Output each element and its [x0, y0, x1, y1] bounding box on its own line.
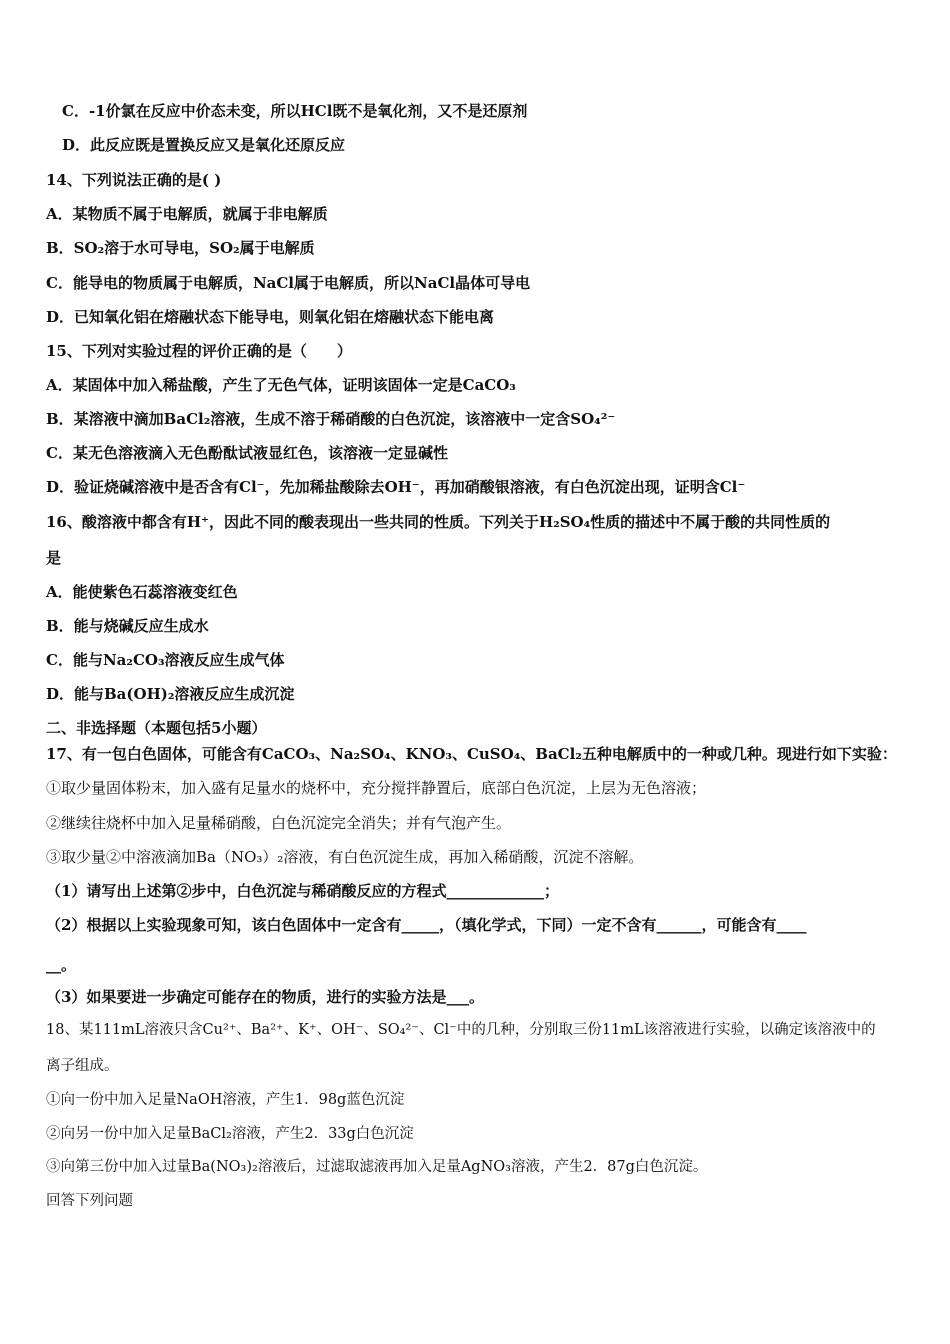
question-18-stem-cont: 离子组成。	[46, 1058, 119, 1074]
q17-subquestion-2-cont: __。	[46, 956, 77, 974]
option-b-q15: B．某溶液中滴加BaCl₂溶液，生成不溶于稀硝酸的白色沉淀，该溶液中一定含SO₄²⁻	[46, 410, 616, 428]
question-16-stem-cont: 是	[46, 549, 62, 567]
option-b-q14: B．SO₂溶于水可导电，SO₂属于电解质	[46, 239, 315, 257]
question-14-stem: 14、下列说法正确的是( )	[46, 171, 222, 189]
option-d-q14: D．已知氧化铝在熔融状态下能导电，则氧化铝在熔融状态下能电离	[46, 308, 495, 326]
section-heading-nonchoice: 二、非选择题（本题包括5小题）	[46, 719, 267, 737]
question-16-stem: 16、酸溶液中都含有H⁺，因此不同的酸表现出一些共同的性质。下列关于H₂SO₄性质的描述中不属于酸的共同性质的	[46, 513, 831, 531]
option-c-q13: C．-1价氯在反应中价态未变，所以HCl既不是氧化剂，又不是还原剂	[62, 102, 528, 120]
option-d-q15: D．验证烧碱溶液中是否含有Cl⁻，先加稀盐酸除去OH⁻，再加硝酸银溶液，有白色沉淀出现，证明含Cl⁻	[46, 478, 746, 496]
question-15-stem: 15、下列对实验过程的评价正确的是（ ）	[46, 342, 352, 360]
q18-step-2: ②向另一份中加入足量BaCl₂溶液，产生2．33g白色沉淀	[46, 1126, 414, 1142]
q17-step-1: ①取少量固体粉末，加入盛有足量水的烧杯中，充分搅拌静置后，底部白色沉淀，上层为无色溶液；	[46, 779, 707, 797]
option-c-q16: C．能与Na₂CO₃溶液反应生成气体	[46, 651, 285, 669]
option-b-q16: B．能与烧碱反应生成水	[46, 617, 209, 635]
question-17-stem: 17、有一包白色固体，可能含有CaCO₃、Na₂SO₄、KNO₃、CuSO₄、BaCl₂五种电解质中的一种或几种。现进行如下实验：	[46, 745, 897, 763]
q18-step-1: ①向一份中加入足量NaOH溶液，产生1．98g蓝色沉淀	[46, 1092, 405, 1108]
q17-subquestion-2: （2）根据以上实验现象可知，该白色固体中一定含有_____，（填化学式，下同）一定不含有______，可能含有____	[46, 916, 807, 934]
option-c-q14: C．能导电的物质属于电解质，NaCl属于电解质，所以NaCl晶体可导电	[46, 274, 531, 292]
q17-subquestion-3: （3）如果要进一步确定可能存在的物质，进行的实验方法是___。	[46, 988, 484, 1006]
option-d-q16: D．能与Ba(OH)₂溶液反应生成沉淀	[46, 685, 295, 703]
option-c-q15: C．某无色溶液滴入无色酚酞试液显红色，该溶液一定显碱性	[46, 444, 448, 462]
option-a-q15: A．某固体中加入稀盐酸，产生了无色气体，证明该固体一定是CaCO₃	[46, 376, 516, 394]
option-a-q16: A．能使紫色石蕊溶液变红色	[46, 583, 238, 601]
q17-step-3: ③取少量②中溶液滴加Ba（NO₃）₂溶液，有白色沉淀生成，再加入稀硝酸，沉淀不溶解。	[46, 848, 644, 866]
q17-step-2: ②继续往烧杯中加入足量稀硝酸，白色沉淀完全消失；并有气泡产生。	[46, 814, 512, 832]
q17-subquestion-1: （1）请写出上述第②步中，白色沉淀与稀硝酸反应的方程式_____________；	[46, 882, 559, 900]
option-a-q14: A．某物质不属于电解质，就属于非电解质	[46, 205, 328, 223]
q18-prompt: 回答下列问题	[46, 1193, 133, 1209]
option-d-q13: D．此反应既是置换反应又是氧化还原反应	[62, 136, 346, 154]
question-18-stem: 18、某111mL溶液只含Cu²⁺、Ba²⁺、K⁺、OH⁻、SO₄²⁻、Cl⁻中的几种，分别取三份11mL该溶液进行实验，以确定该溶液中的	[46, 1022, 876, 1038]
q18-step-3: ③向第三份中加入过量Ba(NO₃)₂溶液后，过滤取滤液再加入足量AgNO₃溶液，产生2．87g白色沉淀。	[46, 1159, 708, 1175]
